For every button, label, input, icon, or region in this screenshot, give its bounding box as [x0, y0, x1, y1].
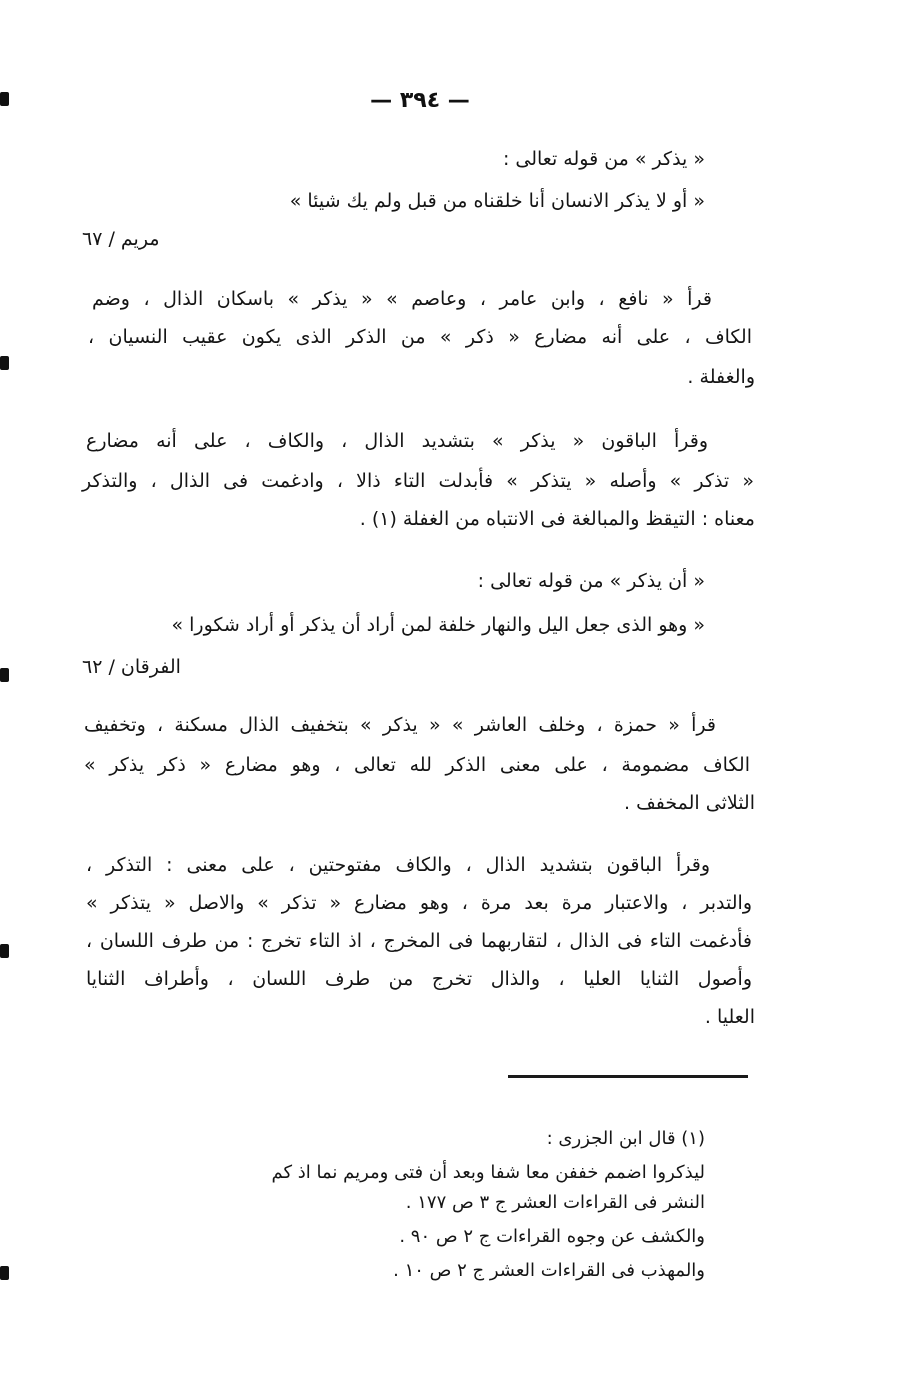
footnote-line: النشر فى القراءات العشر ج ٣ ص ١٧٧ .	[405, 1192, 705, 1213]
section-heading: « أن يذكر » من قوله تعالى :	[477, 570, 705, 592]
paragraph-line: « تذكر » وأصله « يتذكر » فأبدلت التاء ذالا ، وادغمت فى الذال ، والتذكر	[82, 470, 754, 492]
paragraph-line: الثلاثى المخفف .	[624, 792, 755, 814]
quran-verse: « وهو الذى جعل اليل والنهار خلفة لمن أراد أن يذكر أو أراد شكورا »	[171, 614, 705, 636]
binding-mark	[0, 92, 9, 106]
verse-reference: الفرقان / ٦٢	[82, 656, 181, 678]
paragraph-line: العليا .	[704, 1006, 755, 1028]
paragraph-line: معناه : التيقظ والمبالغة فى الانتباه من الغفلة (١) .	[359, 508, 755, 530]
footnote-line: (١) قال ابن الجزرى :	[546, 1128, 705, 1149]
quran-verse: « أو لا يذكر الانسان أنا خلقناه من قبل ولم يك شيئا »	[289, 190, 705, 212]
paragraph-line: والغفلة .	[687, 366, 755, 388]
binding-mark	[0, 944, 9, 958]
footnote-line: والكشف عن وجوه القراءات ج ٢ ص ٩٠ .	[399, 1226, 705, 1247]
footnote-line: والمهذب فى القراءات العشر ج ٢ ص ١٠ .	[393, 1260, 705, 1281]
paragraph-line: وقرأ الباقون « يذكر » بتشديد الذال ، والكاف ، على أنه مضارع	[86, 430, 708, 452]
paragraph-line: وأصول الثنايا العليا ، والذال تخرج من طرف اللسان ، وأطراف الثنايا	[86, 968, 752, 990]
paragraph-line: وقرأ الباقون بتشديد الذال ، والكاف مفتوحتين ، على معنى : التذكر ،	[86, 854, 710, 876]
paragraph-line: الكاف ، على أنه مضارع « ذكر » من الذكر الذى يكون عقيب النسيان ،	[88, 326, 752, 348]
binding-mark	[0, 1266, 9, 1280]
page-number: — ٣٩٤ —	[370, 88, 470, 113]
paragraph-line: قرأ « حمزة ، وخلف العاشر » « يذكر » بتخفيف الذال مسكنة ، وتخفيف	[84, 714, 716, 736]
footnote-separator	[508, 1075, 748, 1078]
footnote-line: ليذكروا اضمم خففن معا شفا وبعد أن فتى ومريم نما اذ كم	[271, 1162, 705, 1183]
paragraph-line: فأدغمت التاء فى الذال ، لتقاربهما فى المخرج ، اذ التاء تخرج : من طرف اللسان ،	[86, 930, 752, 952]
paragraph-line: قرأ « نافع ، وابن عامر ، وعاصم » « يذكر » باسكان الذال ، وضم	[92, 288, 712, 310]
section-heading: « يذكر » من قوله تعالى :	[502, 148, 705, 170]
binding-mark	[0, 356, 9, 370]
paragraph-line: والتدبر ، والاعتبار مرة بعد مرة ، وهو مضارع « تذكر » والاصل « يتذكر »	[86, 892, 752, 914]
verse-reference: مريم / ٦٧	[82, 228, 160, 250]
paragraph-line: الكاف مضمومة ، على معنى الذكر لله تعالى ، وهو مضارع « ذكر يذكر »	[84, 754, 750, 776]
binding-mark	[0, 668, 9, 682]
